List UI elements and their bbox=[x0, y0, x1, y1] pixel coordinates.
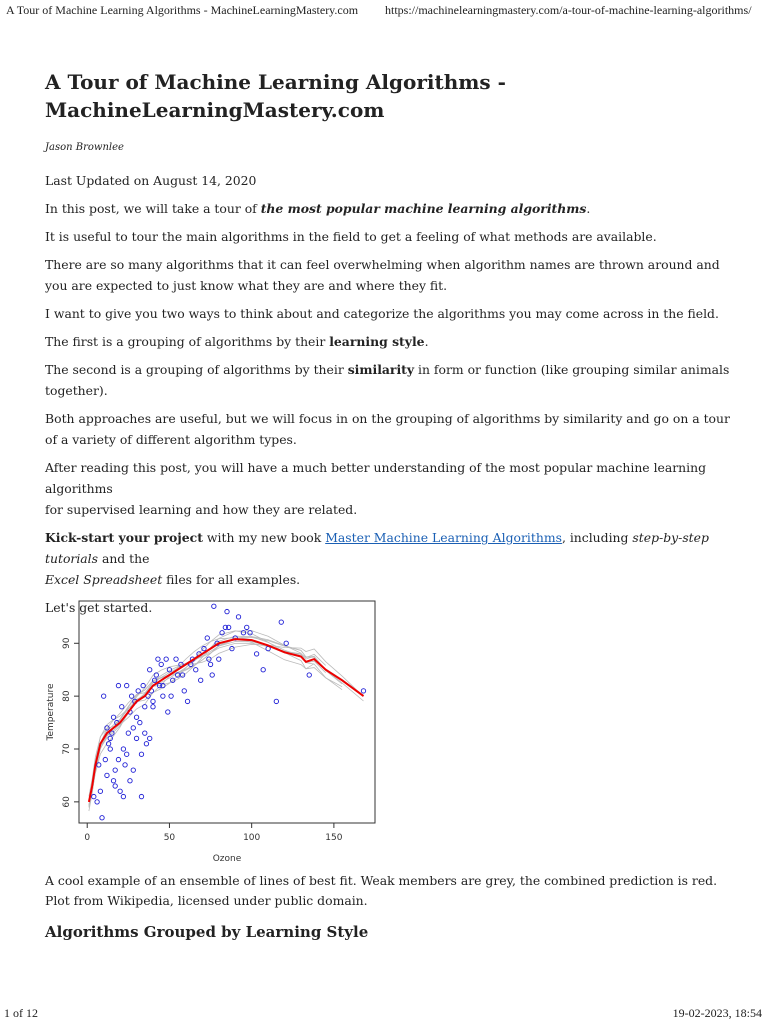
combined-prediction-line bbox=[89, 639, 364, 802]
data-point bbox=[131, 726, 135, 730]
paragraph-9: Kick-start your project with my new book Master Machine Learning Algorithms, including step-by-step tutorials and the Excel Spreadsheet files for all examples. bbox=[45, 530, 709, 587]
page-number: 1 of 12 bbox=[4, 1006, 38, 1020]
data-point bbox=[245, 625, 249, 629]
page-title bbox=[45, 68, 735, 124]
page-title-line1: A Tour of Machine Learning Algorithms - bbox=[45, 70, 506, 94]
data-point bbox=[161, 683, 165, 687]
data-point bbox=[144, 742, 148, 746]
data-point bbox=[139, 794, 143, 798]
data-point bbox=[279, 620, 283, 624]
data-point bbox=[124, 752, 128, 756]
data-point bbox=[164, 657, 168, 661]
ensemble-member-line bbox=[89, 638, 314, 797]
ensemble-member-line bbox=[89, 643, 326, 800]
caption-line1: A cool example of an ensemble of lines of best fit. Weak members are grey, the combined prediction is red. bbox=[45, 873, 718, 888]
data-point bbox=[194, 668, 198, 672]
author-name: Jason Brownlee bbox=[45, 142, 124, 153]
data-point bbox=[113, 768, 117, 772]
data-point bbox=[225, 609, 229, 613]
data-point bbox=[151, 705, 155, 709]
data-point bbox=[124, 683, 128, 687]
data-point bbox=[101, 694, 105, 698]
x-tick-label: 50 bbox=[163, 833, 176, 843]
page-title-line2: MachineLearningMastery.com bbox=[45, 98, 385, 122]
y-tick-label: 60 bbox=[62, 796, 72, 808]
data-point bbox=[141, 683, 145, 687]
data-point bbox=[254, 652, 258, 656]
paragraph-6: The second is a grouping of algorithms by their similarity in form or function (like grouping similar animals together). bbox=[45, 362, 730, 398]
data-point bbox=[105, 773, 109, 777]
data-point bbox=[116, 757, 120, 761]
data-point bbox=[274, 699, 278, 703]
x-tick-label: 0 bbox=[84, 833, 91, 843]
data-point bbox=[148, 736, 152, 740]
data-point bbox=[185, 699, 189, 703]
data-point bbox=[212, 604, 216, 608]
print-footer bbox=[0, 1002, 768, 1024]
caption-line2: Plot from Wikipedia, licensed under public domain. bbox=[45, 893, 368, 908]
data-point bbox=[118, 789, 122, 793]
data-point bbox=[121, 794, 125, 798]
ensemble-member-line bbox=[89, 638, 364, 807]
article-body bbox=[45, 68, 735, 618]
data-point bbox=[208, 662, 212, 666]
data-point bbox=[128, 779, 132, 783]
header-url[interactable]: https://machinelearningmastery.com/a-tour-of-machine-learning-algorithms/ bbox=[385, 3, 752, 17]
paragraph-8: After reading this post, you will have a much better understanding of the most popular machine learning algorithms for supervised learning and how they are related. bbox=[45, 460, 707, 517]
last-updated: Last Updated on August 14, 2020 bbox=[45, 173, 257, 188]
data-point bbox=[148, 668, 152, 672]
data-point bbox=[143, 705, 147, 709]
paragraph-3: There are so many algorithms that it can feel overwhelming when algorithm names are thrown around and you are expected to just know what they are and where they fit. bbox=[45, 257, 720, 293]
data-point bbox=[139, 752, 143, 756]
x-tick-label: 100 bbox=[243, 833, 261, 843]
data-point bbox=[205, 636, 209, 640]
data-point bbox=[143, 731, 147, 735]
data-point bbox=[123, 763, 127, 767]
data-point bbox=[261, 668, 265, 672]
data-point bbox=[126, 731, 130, 735]
data-point bbox=[134, 736, 138, 740]
figure-caption bbox=[45, 871, 735, 911]
book-link[interactable]: Master Machine Learning Algorithms bbox=[325, 530, 562, 545]
y-tick-label: 90 bbox=[62, 637, 72, 650]
data-point bbox=[136, 689, 140, 693]
print-header bbox=[0, 0, 768, 22]
section-heading: Algorithms Grouped by Learning Style bbox=[45, 923, 369, 941]
data-point bbox=[284, 641, 288, 645]
x-axis-label: Ozone bbox=[212, 854, 242, 864]
paragraph-5: The first is a grouping of algorithms by their learning style. bbox=[45, 334, 429, 349]
y-tick-label: 80 bbox=[62, 690, 72, 702]
data-point bbox=[134, 715, 138, 719]
data-point bbox=[113, 784, 117, 788]
data-point bbox=[151, 699, 155, 703]
data-point bbox=[108, 747, 112, 751]
data-point bbox=[100, 816, 104, 820]
data-point bbox=[98, 789, 102, 793]
header-title: A Tour of Machine Learning Algorithms - MachineLearningMastery.com bbox=[6, 3, 359, 17]
data-point bbox=[217, 657, 221, 661]
paragraph-7: Both approaches are useful, but we will focus in on the grouping of algorithms by similarity and go on a tour of a variety of different algorithm types. bbox=[45, 411, 730, 447]
data-point bbox=[248, 631, 252, 635]
data-point bbox=[198, 678, 202, 682]
data-point bbox=[131, 768, 135, 772]
data-point bbox=[120, 705, 124, 709]
paragraph-1: In this post, we will take a tour of the most popular machine learning algorithms. bbox=[45, 201, 591, 216]
data-point bbox=[138, 720, 142, 724]
x-tick-label: 150 bbox=[325, 833, 343, 843]
y-tick-label: 70 bbox=[62, 743, 72, 755]
data-point bbox=[236, 615, 240, 619]
data-point bbox=[156, 657, 160, 661]
paragraph-10: Let's get started. bbox=[45, 600, 153, 615]
data-point bbox=[166, 710, 170, 714]
data-point bbox=[307, 673, 311, 677]
data-point bbox=[116, 683, 120, 687]
data-point bbox=[182, 689, 186, 693]
ensemble-member-line bbox=[89, 637, 342, 808]
data-point bbox=[159, 662, 163, 666]
ensemble-scatter-chart bbox=[45, 595, 385, 865]
data-point bbox=[169, 694, 173, 698]
data-point bbox=[121, 747, 125, 751]
data-point bbox=[210, 673, 214, 677]
paragraph-2: It is useful to tour the main algorithms in the field to get a feeling of what methods are available. bbox=[45, 229, 657, 244]
y-axis-label: Temperature bbox=[46, 683, 56, 741]
data-point bbox=[226, 625, 230, 629]
data-point bbox=[95, 800, 99, 804]
ensemble-member-line bbox=[89, 640, 364, 801]
data-point bbox=[92, 794, 96, 798]
data-point bbox=[103, 757, 107, 761]
plot-frame bbox=[79, 601, 375, 823]
data-point bbox=[111, 779, 115, 783]
data-point bbox=[161, 694, 165, 698]
data-point bbox=[174, 657, 178, 661]
data-point bbox=[129, 694, 133, 698]
data-point bbox=[111, 715, 115, 719]
data-point bbox=[361, 689, 365, 693]
print-datetime: 19-02-2023, 18:54 bbox=[672, 1006, 762, 1020]
paragraph-4: I want to give you two ways to think about and categorize the algorithms you may come across in the field. bbox=[45, 306, 719, 321]
